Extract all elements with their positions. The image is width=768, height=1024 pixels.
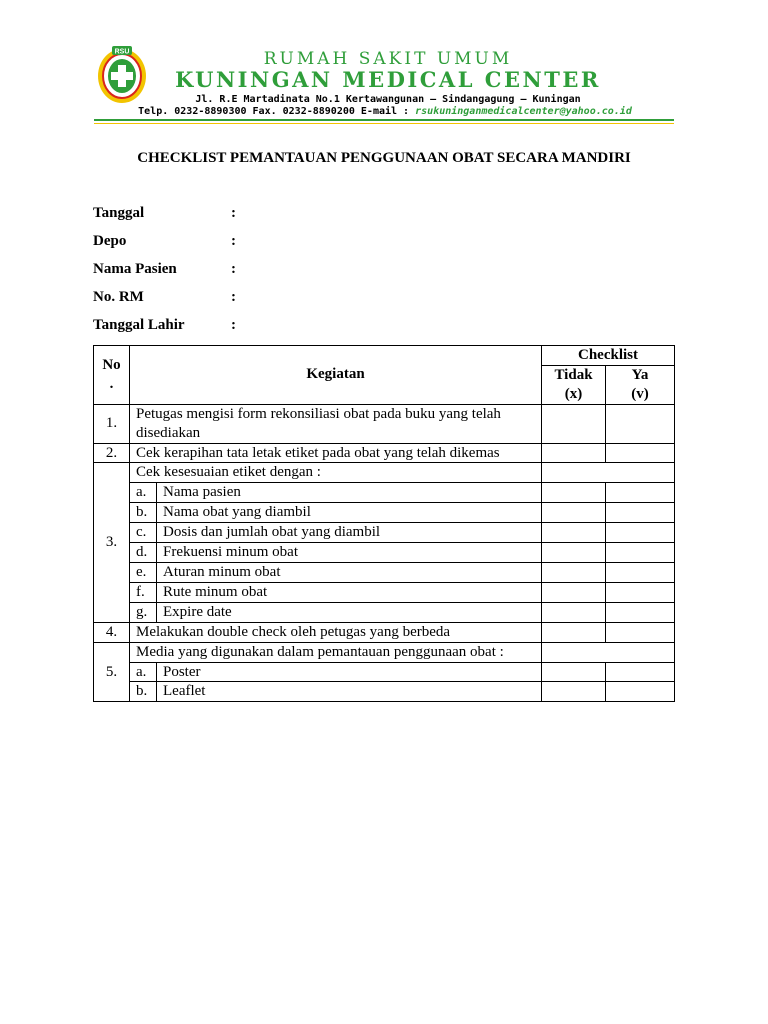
- checklist-table: [93, 345, 675, 702]
- page-title: CHECKLIST PEMANTAUAN PENGGUNAAN OBAT SECARA MANDIRI: [137, 150, 631, 166]
- header-rule-green: [94, 119, 674, 121]
- table-row: [94, 463, 675, 483]
- checkbox-ya[interactable]: [606, 602, 675, 622]
- field-colon: :: [231, 261, 236, 277]
- table-row: [94, 443, 675, 463]
- checkbox-tidak[interactable]: [542, 582, 606, 602]
- sub-activity: Frekuensi minum obat: [157, 543, 542, 563]
- field-colon: :: [231, 205, 236, 221]
- sub-letter: b.: [130, 682, 157, 702]
- sub-row: [94, 602, 675, 622]
- sub-row: [94, 562, 675, 582]
- field-label-depo: Depo: [93, 233, 127, 249]
- checkbox-ya[interactable]: [606, 523, 675, 543]
- checkbox-ya[interactable]: [606, 543, 675, 563]
- sub-row: [94, 483, 675, 503]
- sub-row: [94, 503, 675, 523]
- checkbox-ya[interactable]: [606, 622, 675, 642]
- checkbox-tidak[interactable]: [542, 682, 606, 702]
- sub-letter: a.: [130, 662, 157, 682]
- sub-activity: Expire date: [157, 602, 542, 622]
- checkbox-ya[interactable]: [606, 503, 675, 523]
- contact-email: rsukuninganmedicalcenter@yahoo.co.id: [415, 106, 632, 117]
- field-colon: :: [231, 233, 236, 249]
- header-rule-yellow: [94, 123, 674, 124]
- checklist-merged-cell: [542, 463, 675, 483]
- header-checklist: Checklist: [542, 346, 675, 366]
- table-row: [94, 622, 675, 642]
- checkbox-tidak[interactable]: [542, 503, 606, 523]
- checkbox-tidak[interactable]: [542, 404, 606, 443]
- row-activity: Cek kerapihan tata letak etiket pada obat yang telah dikemas: [130, 443, 542, 463]
- checkbox-tidak[interactable]: [542, 562, 606, 582]
- checkbox-ya[interactable]: [606, 483, 675, 503]
- row-activity: Cek kesesuaian etiket dengan :: [130, 463, 542, 483]
- field-label-tanggal-lahir: Tanggal Lahir: [93, 317, 185, 333]
- checkbox-ya[interactable]: [606, 404, 675, 443]
- sub-activity: Rute minum obat: [157, 582, 542, 602]
- header-no: No .: [94, 346, 130, 405]
- row-number: 4.: [94, 622, 130, 642]
- checkbox-tidak[interactable]: [542, 602, 606, 622]
- checkbox-tidak[interactable]: [542, 543, 606, 563]
- contact-text: Telp. 0232-8890300 Fax. 0232-8890200 E-mail :: [138, 106, 410, 117]
- sub-letter: b.: [130, 503, 157, 523]
- checkbox-ya[interactable]: [606, 682, 675, 702]
- row-number: 3.: [94, 463, 130, 622]
- checkbox-tidak[interactable]: [542, 622, 606, 642]
- row-activity: Media yang digunakan dalam pemantauan penggunaan obat :: [130, 642, 542, 662]
- checkbox-tidak[interactable]: [542, 662, 606, 682]
- sub-activity: Poster: [157, 662, 542, 682]
- sub-letter: a.: [130, 483, 157, 503]
- hospital-type: RUMAH SAKIT UMUM: [263, 49, 513, 69]
- checklist-merged-cell: [542, 642, 675, 662]
- table-row: [94, 404, 675, 443]
- hospital-address: Jl. R.E Martadinata No.1 Kertawangunan – Sindangagung – Kuningan: [195, 94, 581, 105]
- row-activity: Melakukan double check oleh petugas yang berbeda: [130, 622, 542, 642]
- sub-letter: f.: [130, 582, 157, 602]
- header-ya: Ya (v): [606, 365, 675, 404]
- sub-row: [94, 582, 675, 602]
- field-label-nama-pasien: Nama Pasien: [93, 261, 177, 277]
- sub-letter: e.: [130, 562, 157, 582]
- checkbox-ya[interactable]: [606, 562, 675, 582]
- field-label-tanggal: Tanggal: [93, 205, 145, 221]
- sub-letter: c.: [130, 523, 157, 543]
- sub-row: [94, 662, 675, 682]
- checkbox-tidak[interactable]: [542, 523, 606, 543]
- sub-activity: Dosis dan jumlah obat yang diambil: [157, 523, 542, 543]
- row-number: 2.: [94, 443, 130, 463]
- table-row: [94, 642, 675, 662]
- checkbox-tidak[interactable]: [542, 443, 606, 463]
- row-number: 5.: [94, 642, 130, 702]
- header-tidak: Tidak (x): [542, 365, 606, 404]
- checkbox-ya[interactable]: [606, 662, 675, 682]
- hospital-logo-icon: [96, 45, 148, 105]
- checkbox-ya[interactable]: [606, 582, 675, 602]
- checkbox-tidak[interactable]: [542, 483, 606, 503]
- row-number: 1.: [94, 404, 130, 443]
- hospital-contact: [96, 106, 674, 117]
- sub-activity: Leaflet: [157, 682, 542, 702]
- sub-row: [94, 523, 675, 543]
- sub-letter: g.: [130, 602, 157, 622]
- field-colon: :: [231, 289, 236, 305]
- hospital-name: KUNINGAN MEDICAL CENTER: [175, 67, 601, 92]
- field-colon: :: [231, 317, 236, 333]
- sub-activity: Nama pasien: [157, 483, 542, 503]
- sub-activity: Nama obat yang diambil: [157, 503, 542, 523]
- header-kegiatan: Kegiatan: [130, 346, 542, 405]
- sub-activity: Aturan minum obat: [157, 562, 542, 582]
- row-activity: Petugas mengisi form rekonsiliasi obat pada buku yang telah disediakan: [130, 404, 542, 443]
- sub-row: [94, 543, 675, 563]
- logo-text: RSU: [114, 48, 130, 56]
- sub-row: [94, 682, 675, 702]
- sub-letter: d.: [130, 543, 157, 563]
- checkbox-ya[interactable]: [606, 443, 675, 463]
- field-label-no-rm: No. RM: [93, 289, 144, 305]
